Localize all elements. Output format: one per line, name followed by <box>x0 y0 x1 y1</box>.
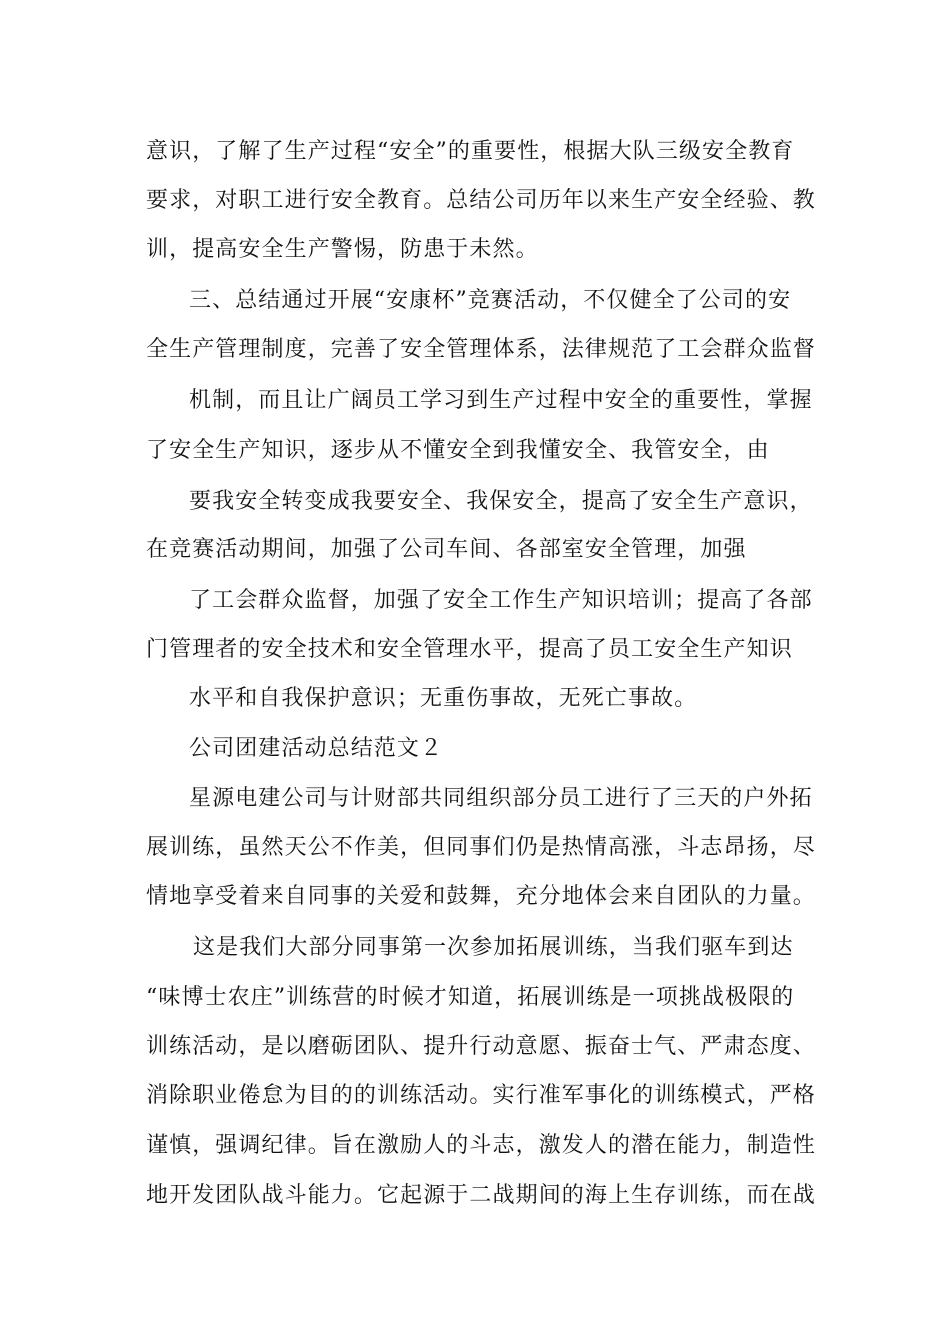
text-line: 了工会群众监督，加强了安全工作生产知识培训；提高了各部 <box>189 588 813 613</box>
text-line: 三、总结通过开展“安康杯”竞赛活动，不仅健全了公司的安 <box>189 288 792 313</box>
text-line: 展训练，虽然天公不作美，但同事们仍是热情高涨，斗志昂扬，尽 <box>146 835 816 860</box>
text-line: 地开发团队战斗能力。它起源于二战期间的海上生存训练，而在战 <box>146 1183 816 1208</box>
text-line: 要求，对职工进行安全教育。总结公司历年以来生产安全经验、教 <box>146 188 816 213</box>
section-heading: 公司团建活动总结范文２ <box>189 736 444 761</box>
text-line: 训练活动，是以磨砺团队、提升行动意愿、振奋士气、严肃态度、 <box>146 1034 816 1059</box>
text-line: 机制，而且让广阔员工学习到生产过程中安全的重要性，掌握 <box>189 388 813 413</box>
text-line: 意识，了解了生产过程“安全”的重要性，根据大队三级安全教育 <box>146 139 795 164</box>
text-line: 全生产管理制度，完善了安全管理体系，法律规范了工会群众监督 <box>146 337 816 362</box>
text-line: 谨慎，强调纪律。旨在激励人的斗志，激发人的潜在能力，制造性 <box>146 1133 816 1158</box>
text-line: 要我安全转变成我要安全、我保安全，提高了安全生产意识， <box>189 489 813 514</box>
text-line: 门管理者的安全技术和安全管理水平，提高了员工安全生产知识 <box>146 637 793 662</box>
text-line: 消除职业倦怠为目的的训练活动。实行准军事化的训练模式，严格 <box>146 1083 816 1108</box>
text-line: 了安全生产知识，逐步从不懂安全到我懂安全、我管安全，由 <box>146 438 770 463</box>
text-line: 这是我们大部分同事第一次参加拓展训练，当我们驱车到达 <box>193 935 794 960</box>
text-line: “味博士农庄”训练营的时候才知道，拓展训练是一项挑战极限的 <box>146 985 795 1010</box>
text-line: 情地享受着来自同事的关爱和鼓舞，充分地体会来自团队的力量。 <box>146 884 816 909</box>
text-line: 水平和自我保护意识；无重伤事故，无死亡事故。 <box>189 686 698 711</box>
text-line: 在竞赛活动期间，加强了公司车间、各部室安全管理，加强 <box>146 537 747 562</box>
text-line: 星源电建公司与计财部共同组织部分员工进行了三天的户外拓 <box>189 786 813 811</box>
text-line: 训，提高安全生产警惕，防患于未然。 <box>146 237 539 262</box>
